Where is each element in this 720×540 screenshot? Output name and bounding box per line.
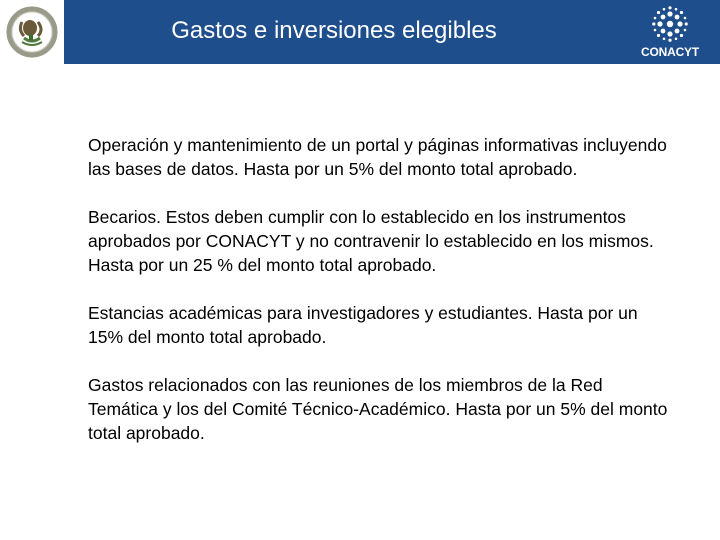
conacyt-dots-logo-icon bbox=[630, 6, 710, 46]
conacyt-logo bbox=[630, 6, 710, 60]
mexican-coat-of-arms-icon bbox=[0, 0, 64, 64]
list-item: Operación y mantenimiento de un portal y páginas informativas incluyendo las bases de datos. Hasta por un 5% del monto total aprobado. bbox=[88, 135, 667, 179]
logo-text: CONACYT bbox=[641, 45, 699, 59]
page-title: Gastos e inversiones elegibles bbox=[171, 17, 497, 44]
header bbox=[0, 0, 720, 64]
title-bar bbox=[64, 0, 720, 64]
list-item: Gastos relacionados con las reuniones de los miembros de la Red Temática y los del Comité Técnico-Académico. Hasta por un 5% del monto total aprobado. bbox=[88, 375, 668, 443]
content bbox=[88, 133, 668, 469]
list-item: Becarios. Estos deben cumplir con lo establecido en los instrumentos aprobados por CONACYT y no contravenir lo establecido en los mismos. Hasta por un 25 % del monto total aprobado. bbox=[88, 207, 654, 275]
list-item: Estancias académicas para investigadores y estudiantes. Hasta por un 15% del monto total aprobado. bbox=[88, 303, 638, 347]
